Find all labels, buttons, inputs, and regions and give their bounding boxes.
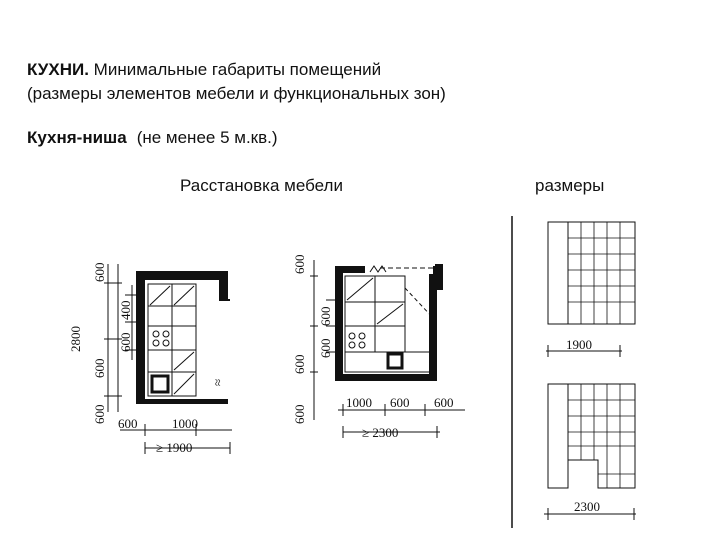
plan1-dim-v0: 600 (92, 262, 107, 282)
size2-counter (548, 384, 568, 488)
size1-grid (568, 222, 635, 324)
plan2-dim-v4: 600 (292, 404, 307, 424)
plan2-dim-b1: 600 (390, 395, 410, 410)
size1-dim: 1900 (566, 337, 592, 352)
plan2-dim-b3: ≥ 2300 (362, 425, 399, 440)
title-bold: КУХНИ. (27, 60, 89, 79)
plan1 (68, 263, 232, 456)
niche-note: (не менее 5 м.кв.) (136, 128, 278, 147)
size1-counter (548, 222, 568, 324)
size2-dim: 2300 (574, 499, 600, 514)
plan2-dim-b0: 1000 (346, 395, 372, 410)
title-rest: Минимальные габариты помещений (88, 60, 382, 79)
page-subtitle: (размеры элементов мебели и функциональных зон) (27, 84, 446, 103)
plan2-dim-v3: 600 (292, 354, 307, 374)
plan2-dim-b2: 600 (434, 395, 454, 410)
plan2-dim-v0: 600 (292, 254, 307, 274)
plan1-dim-b1: 1000 (172, 416, 198, 431)
plan1-dim-v5: 600 (118, 332, 133, 352)
plan1-dim-v1: 2800 (68, 326, 83, 352)
sizes-block (544, 222, 636, 520)
plan1-dim-v4: 400 (118, 300, 133, 320)
plan2 (292, 255, 465, 441)
plan2-dim-v1: 600 (318, 306, 333, 326)
niche-label: Кухня-ниша (27, 128, 127, 147)
size1-zone (568, 222, 635, 324)
sizes-heading: размеры (535, 176, 605, 195)
plan1-side-mark: ≈ (210, 378, 225, 386)
plan2-dim-v2: 600 (318, 338, 333, 358)
plan1-dim-b0: 600 (118, 416, 138, 431)
plan1-dim-v3: 600 (92, 404, 107, 424)
furniture-heading: Расстановка мебели (180, 176, 343, 195)
size2-grid (568, 384, 635, 488)
plan1-dim-b2: ≥ 1900 (156, 440, 193, 455)
plan1-dim-v2: 600 (92, 358, 107, 378)
